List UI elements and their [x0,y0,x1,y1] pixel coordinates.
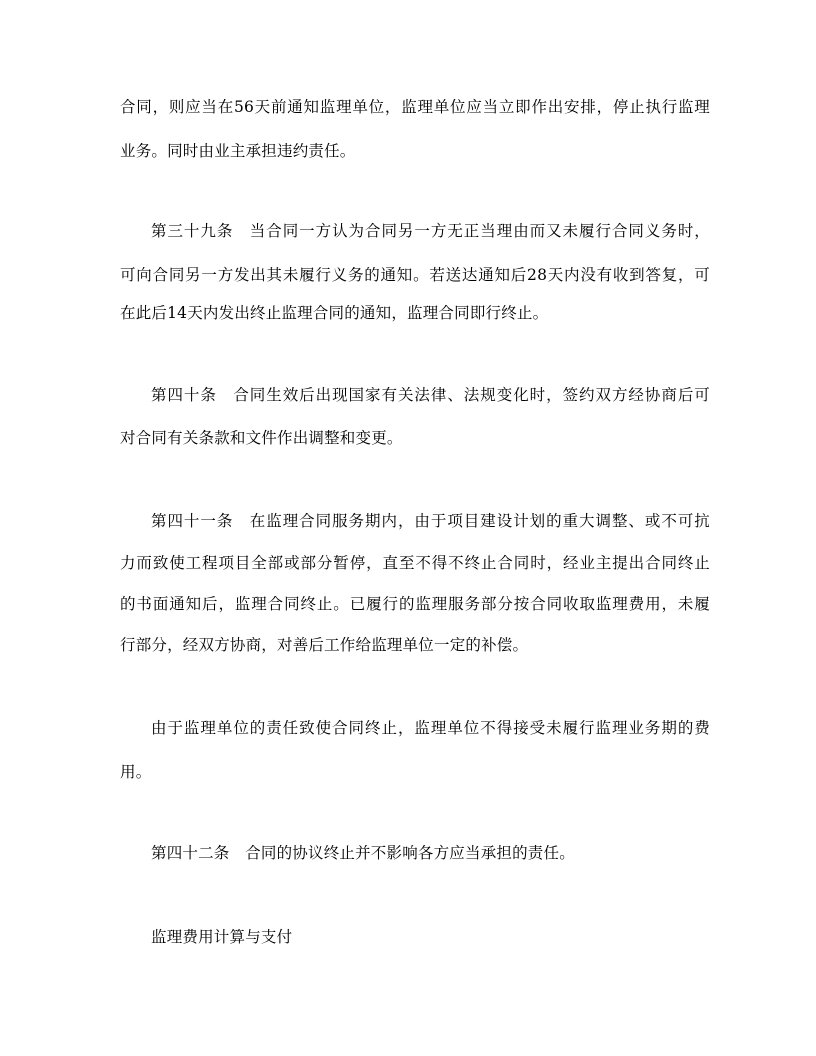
text-line: 可向合同另一方发出其未履行义务的通知。若送达通知后28天内没有收到答复，可 [120,266,710,284]
text-line: 力而致使工程项目全部或部分暂停，直至不得不终止合同时，经业主提出合同终止 [120,554,710,572]
article-42-line: 第四十二条 合同的协议终止并不影响各方应当承担的责任。 [151,844,575,862]
text-line: 由于监理单位的责任致使合同终止，监理单位不得接受未履行监理业务期的费 [151,719,710,737]
article-41-line: 第四十一条 在监理合同服务期内，由于项目建设计划的重大调整、或不可抗 [151,512,710,530]
section-heading: 监理费用计算与支付 [151,928,293,946]
text-line: 业务。同时由业主承担违约责任。 [120,142,356,160]
article-40-line: 第四十条 合同生效后出现国家有关法律、法规变化时，签约双方经协商后可 [151,386,710,404]
text-line: 对合同有关条款和文件作出调整和变更。 [120,429,403,447]
text-line: 在此后14天内发出终止监理合同的通知，监理合同即行终止。 [120,304,549,322]
text-line: 合同，则应当在56天前通知监理单位，监理单位应当立即作出安排，停止执行监理 [120,98,710,116]
text-line: 的书面通知后，监理合同终止。已履行的监理服务部分按合同收取监理费用，未履 [120,595,710,613]
article-39-line: 第三十九条 当合同一方认为合同另一方无正当理由而又未履行合同义务时， [151,222,710,240]
text-line: 用。 [120,763,152,781]
text-line: 行部分，经双方协商，对善后工作给监理单位一定的补偿。 [120,636,529,654]
